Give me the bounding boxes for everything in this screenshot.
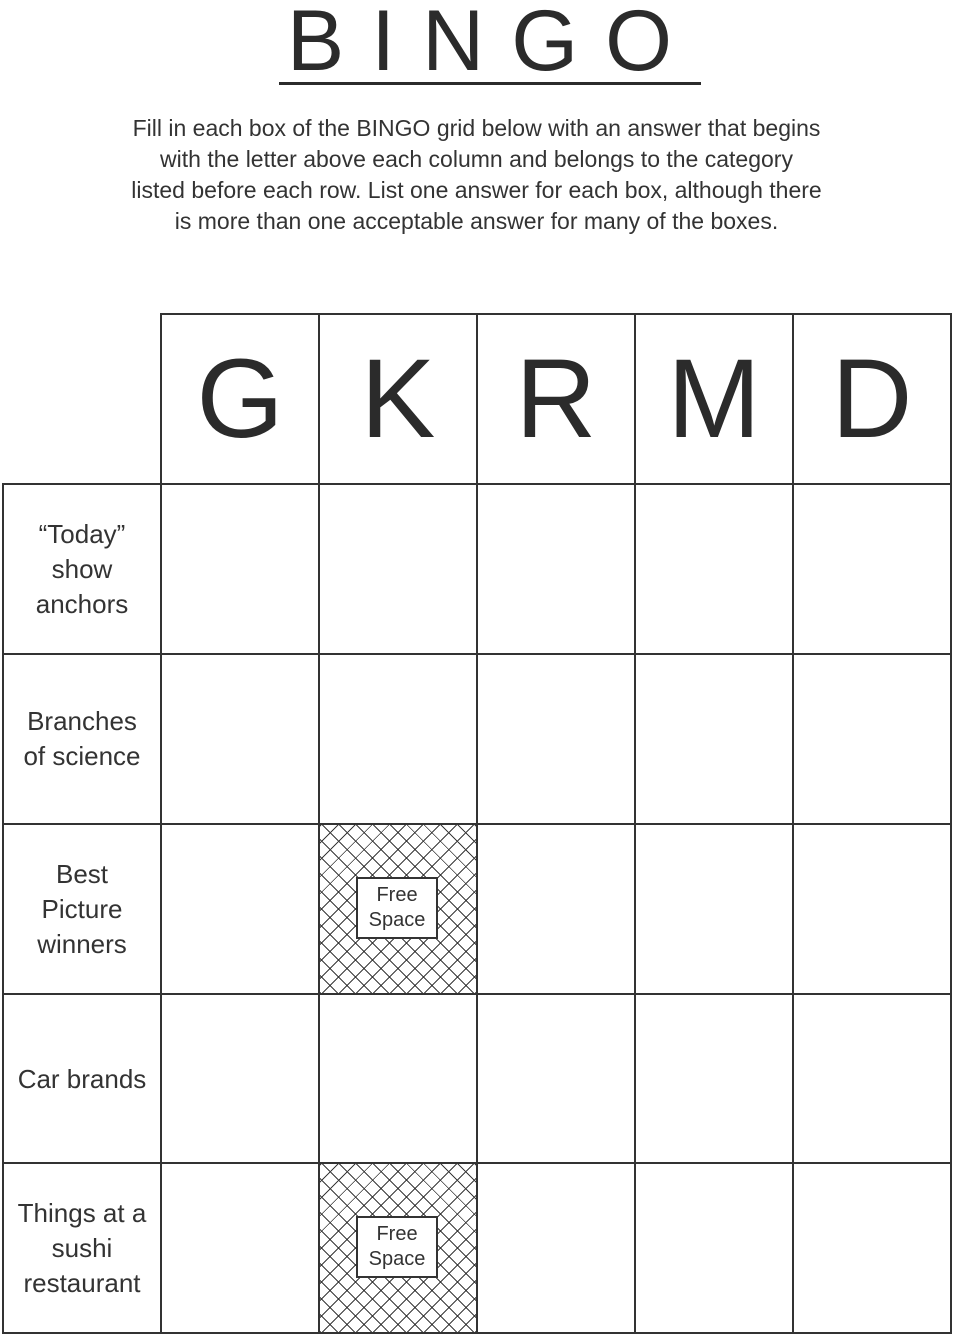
free-space-label — [356, 1216, 438, 1278]
answer-box[interactable] — [634, 483, 794, 655]
free-space-cell — [318, 1162, 478, 1334]
row-label-things-at-a-sushi-restaurant — [2, 1162, 162, 1334]
answer-box[interactable] — [160, 483, 320, 655]
column-header-k — [318, 313, 478, 485]
column-header-d — [792, 313, 952, 485]
instructions-line: is more than one acceptable answer for many of the boxes. — [174, 208, 779, 234]
row-label-best-picture-winners — [2, 823, 162, 995]
answer-box[interactable] — [792, 1162, 952, 1334]
instructions-line: with the letter above each column and belongs to the category — [160, 146, 793, 172]
answer-box[interactable] — [476, 823, 636, 995]
free-space-line: Free — [376, 1223, 418, 1245]
row-label-text: Car brands — [17, 1063, 147, 1094]
instructions-line: listed before each row. List one answer for each box, although there — [131, 177, 822, 203]
free-space-cell — [318, 823, 478, 995]
column-letter: K — [360, 336, 436, 461]
column-letter: R — [515, 336, 597, 461]
answer-box[interactable] — [792, 823, 952, 995]
column-header-g — [160, 313, 320, 485]
column-header-m — [634, 313, 794, 485]
answer-box[interactable] — [318, 483, 478, 655]
answer-box[interactable] — [634, 993, 794, 1165]
free-space-line: Space — [368, 1248, 426, 1270]
column-letter: D — [831, 336, 913, 461]
bingo-title-text: BINGO — [279, 2, 701, 85]
free-space-line: Free — [376, 884, 418, 906]
answer-box[interactable] — [476, 1162, 636, 1334]
row-label-text: “Today” show anchors — [35, 518, 129, 619]
answer-box[interactable] — [634, 1162, 794, 1334]
answer-box[interactable] — [476, 653, 636, 825]
row-label-text: Things at a sushi restaurant — [17, 1197, 147, 1298]
row-label-today-show-anchors — [2, 483, 162, 655]
answer-box[interactable] — [634, 653, 794, 825]
answer-box[interactable] — [792, 483, 952, 655]
answer-box[interactable] — [634, 823, 794, 995]
instructions-line: Fill in each box of the BINGO grid below with an answer that begins — [132, 115, 821, 141]
free-space-label — [356, 877, 438, 939]
answer-box[interactable] — [792, 993, 952, 1165]
answer-box[interactable] — [792, 653, 952, 825]
answer-box[interactable] — [160, 653, 320, 825]
answer-box[interactable] — [160, 1162, 320, 1334]
column-header-r — [476, 313, 636, 485]
column-letter: G — [196, 336, 284, 461]
row-label-branches-of-science — [2, 653, 162, 825]
answer-box[interactable] — [160, 993, 320, 1165]
answer-box[interactable] — [318, 653, 478, 825]
answer-box[interactable] — [476, 993, 636, 1165]
answer-box[interactable] — [160, 823, 320, 995]
row-label-text: Best Picture winners — [37, 858, 127, 959]
free-space-line: Space — [368, 909, 426, 931]
column-letter: M — [667, 336, 761, 461]
row-label-car-brands — [2, 993, 162, 1165]
row-label-text: Branches of science — [23, 706, 141, 771]
answer-box[interactable] — [318, 993, 478, 1165]
answer-box[interactable] — [476, 483, 636, 655]
